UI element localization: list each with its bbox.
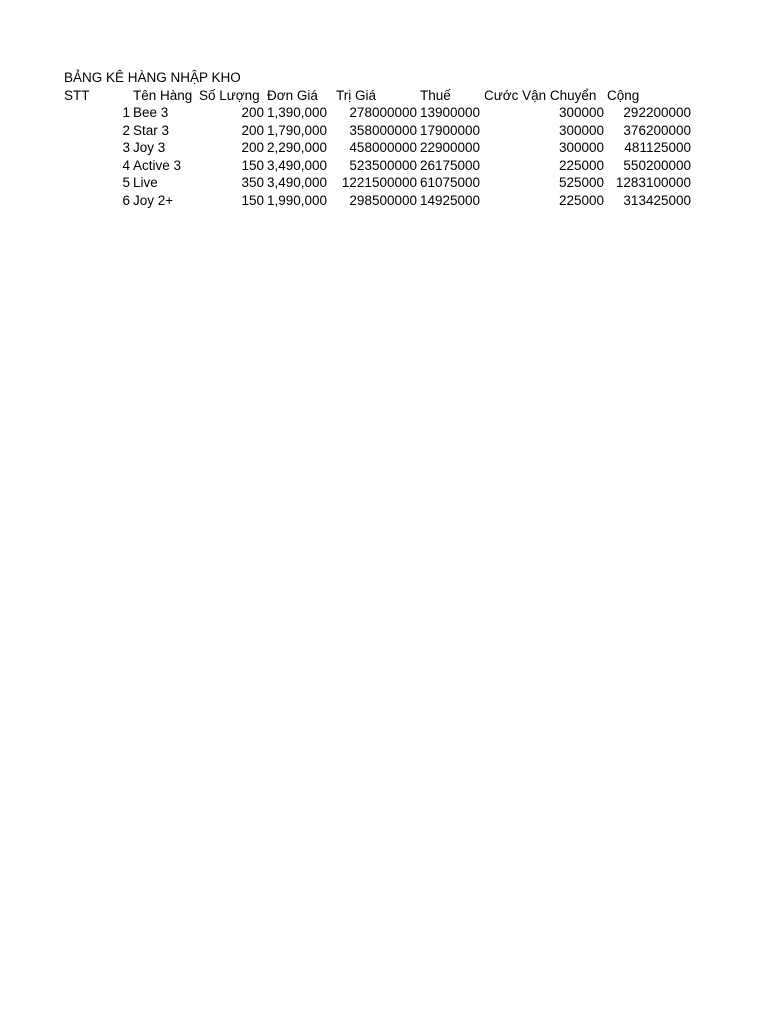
cell-cong: 481125000 (624, 140, 691, 155)
cell-thue: 13900000 (420, 105, 481, 120)
cell-ten-hang: Star 3 (133, 122, 170, 138)
cell-tri-gia: 298500000 (349, 192, 417, 208)
cell-cong: 376200000 (623, 122, 691, 138)
cell-tri-gia: 1221500000 (341, 175, 417, 190)
cell-cuoc-van-chuyen: 300000 (558, 105, 604, 120)
spreadsheet (64, 69, 691, 209)
cell-so-luong: 350 (241, 175, 264, 190)
cell-don-gia: 1,390,000 (267, 105, 328, 120)
cell-cong: 1283100000 (615, 175, 691, 190)
cell-don-gia: 3,490,000 (267, 157, 328, 173)
header-cuoc-van-chuyen: Cước Vận Chuyển (484, 87, 597, 103)
header-stt: STT (64, 87, 90, 103)
cell-so-luong: 200 (241, 140, 264, 155)
cell-so-luong: 150 (241, 157, 264, 173)
cell-ten-hang: Joy 3 (133, 140, 166, 155)
table-row (64, 104, 691, 122)
cell-thue: 61075000 (420, 175, 481, 190)
cell-thue: 22900000 (420, 140, 481, 155)
cell-thue: 14925000 (420, 192, 481, 208)
cell-stt: 1 (122, 105, 130, 120)
cell-tri-gia: 458000000 (349, 140, 417, 155)
cell-so-luong: 150 (241, 192, 264, 208)
header-don-gia: Đơn Giá (267, 87, 318, 103)
sheet-title: BẢNG KÊ HÀNG NHẬP KHO (64, 70, 241, 85)
inventory-table (64, 87, 691, 210)
cell-don-gia: 3,490,000 (267, 175, 328, 190)
cell-stt: 6 (122, 192, 130, 208)
table-row (64, 192, 691, 210)
cell-cuoc-van-chuyen: 225000 (558, 157, 604, 173)
cell-so-luong: 200 (241, 105, 264, 120)
table-body (64, 104, 691, 209)
header-thue: Thuế (420, 87, 451, 103)
cell-ten-hang: Joy 2+ (133, 192, 174, 208)
cell-stt: 5 (122, 175, 130, 190)
cell-stt: 4 (122, 157, 130, 173)
cell-don-gia: 1,990,000 (267, 192, 328, 208)
cell-stt: 3 (122, 140, 130, 155)
cell-cuoc-van-chuyen: 300000 (558, 140, 604, 155)
cell-thue: 26175000 (420, 157, 481, 173)
table-row (64, 122, 691, 140)
cell-cong: 313425000 (623, 192, 691, 208)
header-cong: Cộng (607, 87, 640, 103)
header-ten-hang: Tên Hàng (133, 87, 193, 103)
cell-cuoc-van-chuyen: 225000 (558, 192, 604, 208)
cell-cong: 550200000 (623, 157, 691, 173)
table-row (64, 139, 691, 157)
cell-cuoc-van-chuyen: 525000 (558, 175, 604, 190)
header-row (64, 87, 691, 105)
table-row (64, 174, 691, 192)
header-so-luong: Số Lượng (199, 87, 260, 103)
cell-tri-gia: 278000000 (349, 105, 417, 120)
cell-so-luong: 200 (241, 122, 264, 138)
cell-cong: 292200000 (623, 105, 691, 120)
cell-don-gia: 1,790,000 (267, 122, 328, 138)
cell-stt: 2 (122, 122, 130, 138)
cell-ten-hang: Live (133, 175, 158, 190)
header-tri-gia: Trị Giá (336, 87, 376, 103)
cell-thue: 17900000 (420, 122, 481, 138)
cell-ten-hang: Active 3 (133, 157, 182, 173)
cell-tri-gia: 358000000 (349, 122, 417, 138)
table-row (64, 157, 691, 175)
cell-don-gia: 2,290,000 (267, 140, 328, 155)
cell-cuoc-van-chuyen: 300000 (558, 122, 604, 138)
cell-tri-gia: 523500000 (349, 157, 417, 173)
cell-ten-hang: Bee 3 (133, 105, 169, 120)
